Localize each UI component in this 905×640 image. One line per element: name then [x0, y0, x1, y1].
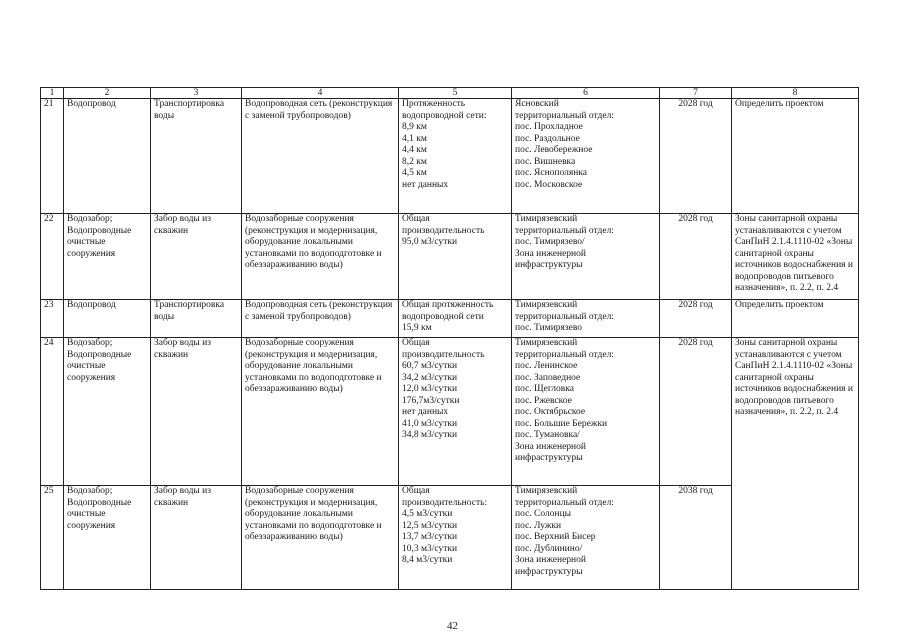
- capacity: Общая протяженность водопроводной сети 15,9 км: [399, 300, 512, 338]
- column-number-row: [41, 88, 859, 99]
- column-header: 6: [512, 88, 660, 99]
- purpose: Забор воды из скважин: [151, 486, 242, 590]
- year: 2028 год: [660, 99, 732, 214]
- description: Водопроводная сеть (реконструкция с заменой трубопроводов): [242, 300, 399, 338]
- column-header: 2: [64, 88, 151, 99]
- capacity: Общая производительность: 4,5 м3/сутки 12,5 м3/сутки 13,7 м3/сутки 10,3 м3/сутки 8,4 м3/сутки: [399, 486, 512, 590]
- row-number: 21: [41, 99, 64, 214]
- location: Тимирязевский территориальный отдел: пос. Тимирязево: [512, 300, 660, 338]
- year: 2028 год: [660, 338, 732, 486]
- description: Водозаборные сооружения (реконструкция и модернизация, оборудование локальными установками по водоподготовке и обеззараживанию воды): [242, 338, 399, 486]
- location: Ясновский территориальный отдел: пос. Прохладное пос. Раздольное пос. Левобережное пос. Вишневка пос. Яснополянка пос. Московское: [512, 99, 660, 214]
- location: Тимирязевский территориальный отдел: пос. Солонцы пос. Лужки пос. Верхний Бисер пос. Дублинино/ Зона инженерной инфраструктуры: [512, 486, 660, 590]
- capacity: Общая производительность 95,0 м3/сутки: [399, 214, 512, 300]
- object-name: Водозабор; Водопроводные очистные сооружения: [64, 486, 151, 590]
- page-number: 42: [447, 620, 458, 632]
- table-row: [41, 338, 859, 486]
- row-number: 24: [41, 338, 64, 486]
- purpose: Забор воды из скважин: [151, 214, 242, 300]
- column-header: 5: [399, 88, 512, 99]
- row-number: 22: [41, 214, 64, 300]
- location: Тимирязевский территориальный отдел: пос. Тимирязево/ Зона инженерной инфраструктуры: [512, 214, 660, 300]
- column-header: 8: [732, 88, 859, 99]
- object-name: Водопровод: [64, 300, 151, 338]
- column-header: 3: [151, 88, 242, 99]
- table-row: [41, 99, 859, 214]
- description: Водопроводная сеть (реконструкция с заменой трубопроводов): [242, 99, 399, 214]
- note: Зоны санитарной охраны устанавливаются с учетом СанПиН 2.1.4.1110-02 «Зоны санитарной охраны источников водоснабжения и водопроводов питьевого назначения», п. 2.2, п. 2.4: [732, 338, 859, 590]
- location: Тимирязевский территориальный отдел: пос. Ленинское пос. Заповедное пос. Щегловка пос. Ржевское пос. Октябрьское пос. Большие Бережки пос. Тумановка/ Зона инженерной инфраструктуры: [512, 338, 660, 486]
- column-header: 1: [41, 88, 64, 99]
- note: Определить проектом: [732, 99, 859, 214]
- row-number: 23: [41, 300, 64, 338]
- table-row: [41, 214, 859, 300]
- year: 2028 год: [660, 214, 732, 300]
- capacity: Общая производительность 60,7 м3/сутки 34,2 м3/сутки 12,0 м3/сутки 176,7м3/сутки нет данных 41,0 м3/сутки 34,8 м3/сутки: [399, 338, 512, 486]
- note: Зоны санитарной охраны устанавливаются с учетом СанПиН 2.1.4.1110-02 «Зоны санитарной охраны источников водоснабжения и водопроводов питьевого назначения», п. 2.2, п. 2.4: [732, 214, 859, 300]
- facilities-table: [40, 87, 859, 590]
- year: 2028 год: [660, 300, 732, 338]
- object-name: Водозабор; Водопроводные очистные сооружения: [64, 214, 151, 300]
- column-header: 7: [660, 88, 732, 99]
- object-name: Водопровод: [64, 99, 151, 214]
- purpose: Транспортировка воды: [151, 300, 242, 338]
- note: Определить проектом: [732, 300, 859, 338]
- row-number: 25: [41, 486, 64, 590]
- year: 2038 год: [660, 486, 732, 590]
- description: Водозаборные сооружения (реконструкция и модернизация, оборудование локальными установками по водоподготовке и обеззараживанию воды): [242, 214, 399, 300]
- object-name: Водозабор; Водопроводные очистные сооружения: [64, 338, 151, 486]
- purpose: Транспортировка воды: [151, 99, 242, 214]
- description: Водозаборные сооружения (реконструкция и модернизация, оборудование локальными установками по водоподготовке и обеззараживанию воды): [242, 486, 399, 590]
- purpose: Забор воды из скважин: [151, 338, 242, 486]
- column-header: 4: [242, 88, 399, 99]
- capacity: Протяженность водопроводной сети: 8,9 км 4,1 км 4,4 км 8,2 км 4,5 км нет данных: [399, 99, 512, 214]
- table-row: [41, 300, 859, 338]
